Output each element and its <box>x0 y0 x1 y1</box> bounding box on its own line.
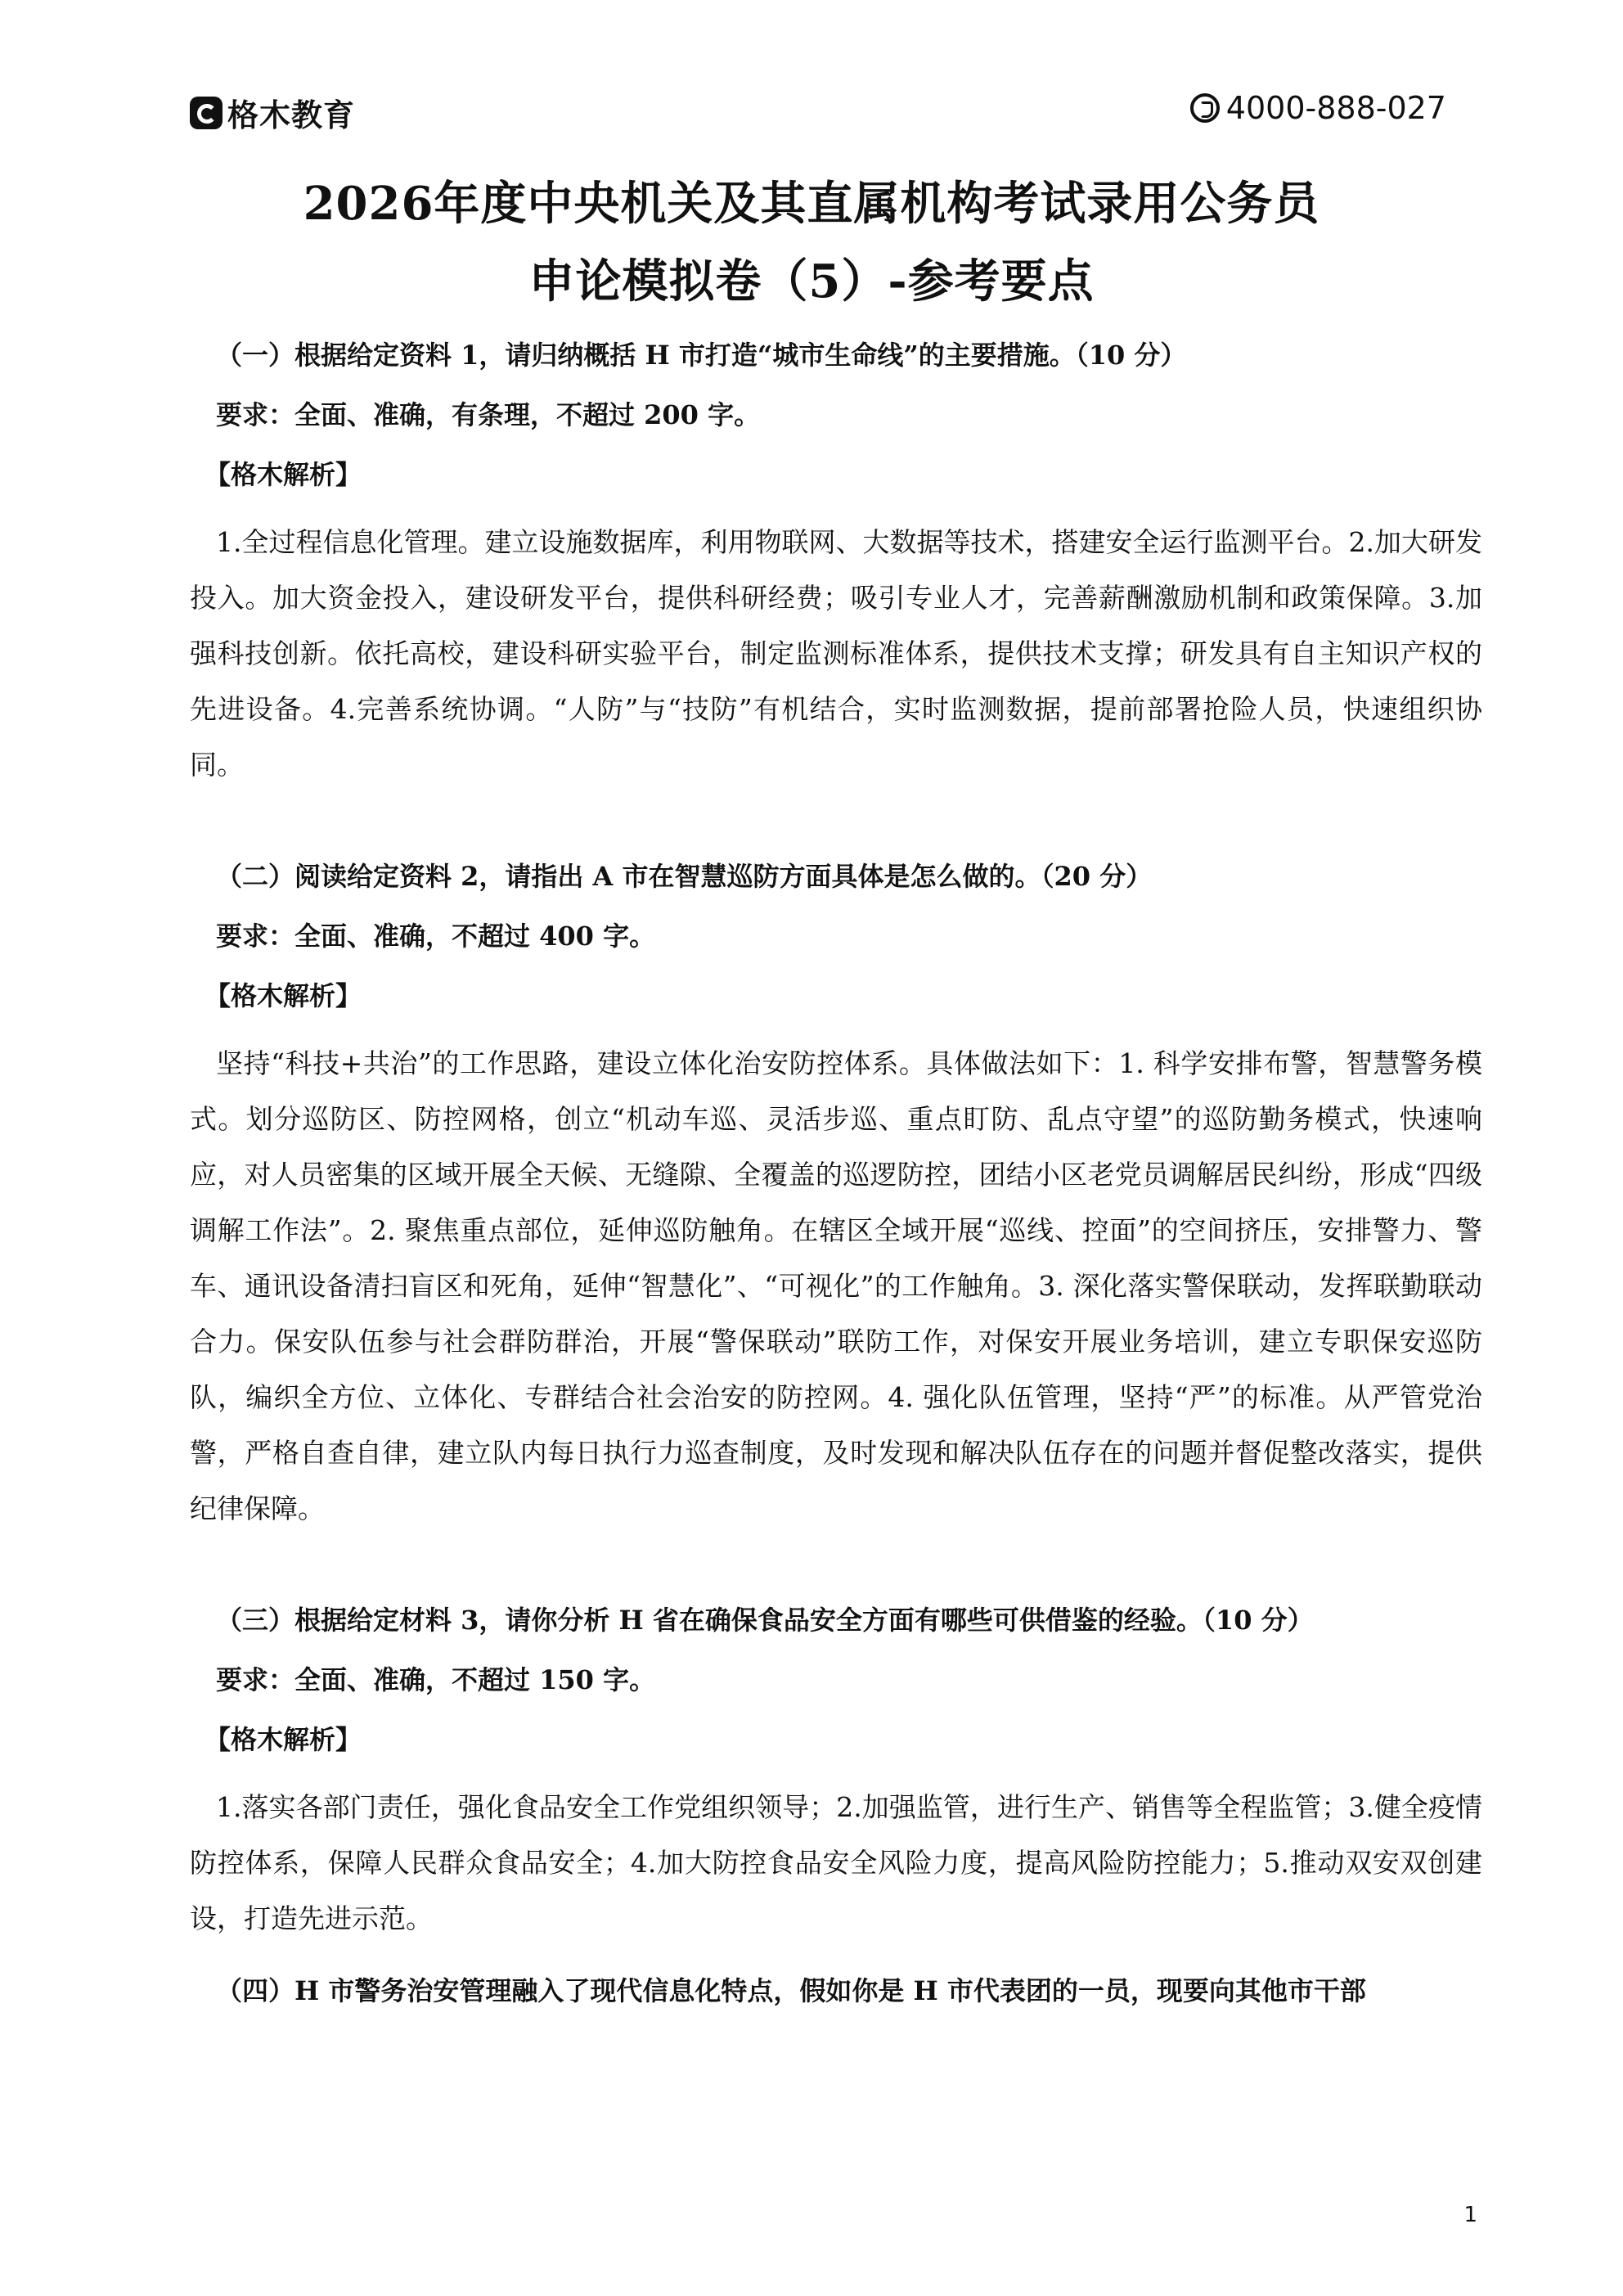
requirement-2: 要求：全面、准确，不超过 400 字。 <box>216 921 656 952</box>
analysis-label-1: 【格木解析】 <box>205 459 362 490</box>
hotline <box>1190 90 1446 126</box>
page-header <box>190 90 1446 136</box>
section-spacer <box>190 1947 1482 1971</box>
analysis-label-3: 【格木解析】 <box>205 1724 362 1755</box>
analysis-label-2: 【格木解析】 <box>205 980 362 1011</box>
document-title-line-1: 2026年度中央机关及其直属机构考试录用公务员 <box>303 177 1320 231</box>
section-spacer <box>190 1537 1482 1600</box>
document-body <box>190 335 1482 2031</box>
question-1: （一）根据给定资料 1，请归纳概括 H 市打造“城市生命线”的主要措施。（10 分） <box>216 340 1187 371</box>
document-title-line-2: 申论模拟卷（5）-参考要点 <box>528 254 1095 308</box>
section-spacer <box>190 793 1482 857</box>
brand-name: 格木教育 <box>227 97 356 133</box>
phone-icon <box>1190 93 1220 123</box>
page-number: 1 <box>1463 2203 1477 2227</box>
answer-3: 1.落实各部门责任，强化食品安全工作党组织领导；2.加强监管，进行生产、销售等全程监管；3.健全疫情防控体系，保障人民群众食品安全；4.加大防控食品安全风险力度，提高风险防控能力；5.推动双安双创建设，打造先进示范。 <box>190 1791 1482 1934</box>
brand-logo <box>190 90 355 135</box>
question-3: （三）根据给定材料 3，请你分析 H 省在确保食品安全方面有哪些可供借鉴的经验。（10 分） <box>216 1605 1314 1636</box>
question-2: （二）阅读给定资料 2，请指出 A 市在智慧巡防方面具体是怎么做的。（20 分） <box>216 861 1153 892</box>
answer-2: 坚持“科技+共治”的工作思路，建设立体化治安防控体系。具体做法如下：1. 科学安排布警，智慧警务模式。划分巡防区、防控网格，创立“机动车巡、灵活步巡、重点盯防、乱点守望”的巡防勤务模式，快速响应，对人员密集的区域开展全天候、无缝隙、全覆盖的巡逻防控，团结小区老党员调解居民纠纷，形成“四级调解工作法”。2. 聚焦重点部位，延伸巡防触角。在辖区全域开展“巡线、控面”的空间挤压，安排警力、警车、通讯设备清扫盲区和死角，延伸“智慧化”、“可视化”的工作触角。3. 深化落实警保联动，发挥联勤联动合力。保安队伍参与社会群防群治，开展“警保联动”联防工作，对保安开展业务培训，建立专职保安巡防队，编织全方位、立体化、专群结合社会治安的防控网。4. 强化队伍管理，坚持“严”的标准。从严管党治警，严格自查自律，建立队内每日执行力巡查制度，及时发现和解决队伍存在的问题并督促整改落实，提供纪律保障。 <box>190 1047 1482 1524</box>
answer-1: 1.全过程信息化管理。建立设施数据库，利用物联网、大数据等技术，搭建安全运行监测平台。2.加大研发投入。加大资金投入，建设研发平台，提供科研经费；吸引专业人才，完善薪酬激励机制和政策保障。3.加强科技创新。依托高校，建设科研实验平台，制定监测标准体系，提供技术支撑；研发具有自主知识产权的先进设备。4.完善系统协调。“人防”与“技防”有机结合，实时监测数据，提前部署抢险人员，快速组织协同。 <box>190 526 1482 781</box>
hotline-number: 4000-888-027 <box>1225 90 1446 126</box>
question-4: （四）H 市警务治安管理融入了现代信息化特点，假如你是 H 市代表团的一员，现要向其他市干部 <box>216 1975 1366 2006</box>
requirement-1: 要求：全面、准确，有条理，不超过 200 字。 <box>216 399 761 430</box>
requirement-3: 要求：全面、准确，不超过 150 字。 <box>216 1664 656 1695</box>
brand-logo-icon <box>190 97 223 129</box>
